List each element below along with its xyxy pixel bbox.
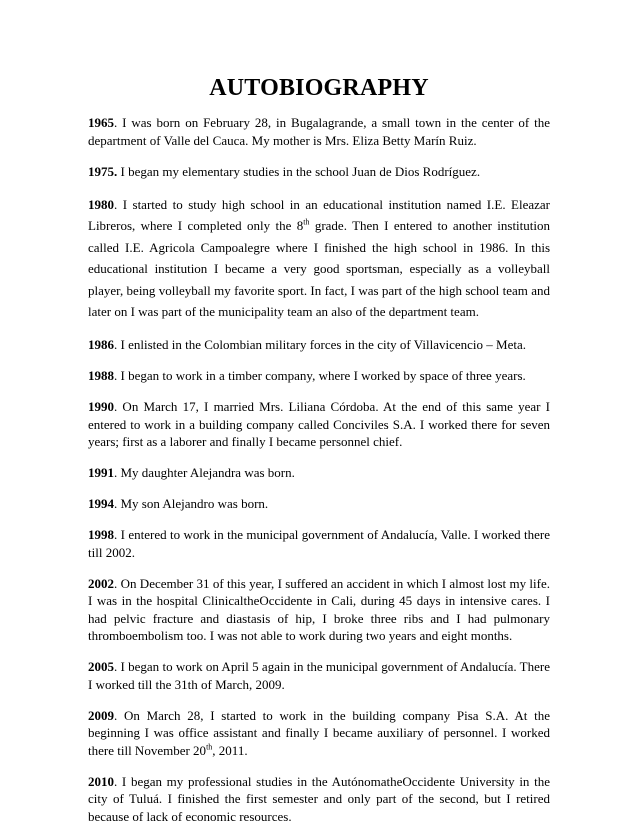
entry-1965 xyxy=(88,114,550,149)
entry-year: 2005 xyxy=(88,659,114,674)
entry-text: I entered to work in the municipal government of Andalucía, Valle. I worked there till 2002. xyxy=(88,527,550,560)
entry-text: I started to study high school in an educational institution named I.E. Eleazar Libreros, where I completed only the 8 xyxy=(88,196,550,233)
entry-text: I began to work on April 5 again in the municipal government of Andalucía. There I worked till the 31th of March, 2009. xyxy=(88,659,550,692)
entry-separator: . xyxy=(114,659,118,674)
entry-year: 1965 xyxy=(88,115,114,130)
entry-separator: . xyxy=(114,773,118,789)
entry-2010 xyxy=(88,773,550,826)
entry-year: 1994 xyxy=(88,496,114,511)
entry-year: 2009 xyxy=(88,707,114,723)
entry-text: I began my professional studies in the AutónomatheOccidente University in the city of Tuluá. I finished the first semester and only part of the second, but I retired because of lack of economic resources. xyxy=(88,773,550,824)
entry-year: 1988 xyxy=(88,368,114,383)
document-page xyxy=(88,74,550,839)
entry-text: My daughter Alejandra was born. xyxy=(117,465,295,480)
entry-separator: . xyxy=(114,337,118,352)
entry-1998 xyxy=(88,526,550,561)
entry-1991 xyxy=(88,464,550,482)
ordinal-suffix: th xyxy=(206,742,213,752)
entry-1990 xyxy=(88,398,550,451)
entry-text: I began my elementary studies in the school Juan de Dios Rodríguez. xyxy=(117,163,481,179)
entry-separator: . xyxy=(114,196,118,212)
entry-text: On March 28, I started to work in the building company Pisa S.A. At the beginning I was office assistant and finally I became auxiliary of personnel. I worked there till November 20 xyxy=(88,707,550,758)
entry-1994 xyxy=(88,495,550,513)
entry-1980 xyxy=(88,194,550,323)
entry-1988 xyxy=(88,367,550,385)
entry-text: I was born on February 28, in Bugalagrande, a small town in the center of the department of Valle del Cauca. My mother is Mrs. Eliza Betty Marín Ruiz. xyxy=(88,115,550,148)
entry-year: 2002 xyxy=(88,575,114,591)
entry-1986 xyxy=(88,336,550,354)
entry-separator: . xyxy=(114,368,118,383)
entry-2002 xyxy=(88,575,550,645)
entry-text-continued: , 2011. xyxy=(212,742,248,758)
entry-text: On December 31 of this year, I suffered an accident in which I almost lost my life. I was in the hospital ClinicaltheOccidente in Cali, during 45 days in intensive cares. I had pelvic fracture and diastasis of hip, I broke three ribs and I had pulmonary thromboembolism too. I was not able to work during two years and eight months. xyxy=(88,575,550,643)
entry-text-continued: grade. Then I entered to another institution called I.E. Agricola Campoalegre where I finished the high school in 1986. In this educational institution I became a very good sportsman, especially as a volleyball player, being volleyball my favorite sport. In fact, I was part of the high school team and later on I was part of the municipality team an also of the department team. xyxy=(88,218,551,319)
entry-year: 1998 xyxy=(88,527,114,542)
entry-separator: . xyxy=(114,527,118,542)
entry-2009 xyxy=(88,707,550,760)
document-title: AUTOBIOGRAPHY xyxy=(209,75,429,101)
entry-text: I enlisted in the Colombian military forces in the city of Villavicencio – Meta. xyxy=(117,337,526,352)
entry-separator: . xyxy=(114,465,118,480)
entry-year: 1975. xyxy=(88,163,118,179)
entry-2005 xyxy=(88,658,550,693)
ordinal-suffix: th xyxy=(303,217,310,227)
entry-year: 1990 xyxy=(88,399,114,414)
entry-year: 1986 xyxy=(88,337,114,352)
entry-separator: . xyxy=(114,399,118,414)
entry-text: I began to work in a timber company, where I worked by space of three years. xyxy=(117,368,526,383)
entry-year: 2010 xyxy=(88,773,114,789)
entry-year: 1991 xyxy=(88,465,114,480)
entry-separator: . xyxy=(114,496,118,511)
entry-separator: . xyxy=(114,575,118,591)
entry-year: 1980 xyxy=(88,196,114,212)
entry-separator: . xyxy=(114,115,118,130)
entry-text: On March 17, I married Mrs. Liliana Córdoba. At the end of this same year I entered to work in a building company called Conciviles S.A. I worked there for seven years; first as a laborer and finally I became personnel chief. xyxy=(88,399,550,449)
entry-text: My son Alejandro was born. xyxy=(117,496,269,511)
entry-1975 xyxy=(88,163,550,181)
entry-separator: . xyxy=(114,707,118,723)
